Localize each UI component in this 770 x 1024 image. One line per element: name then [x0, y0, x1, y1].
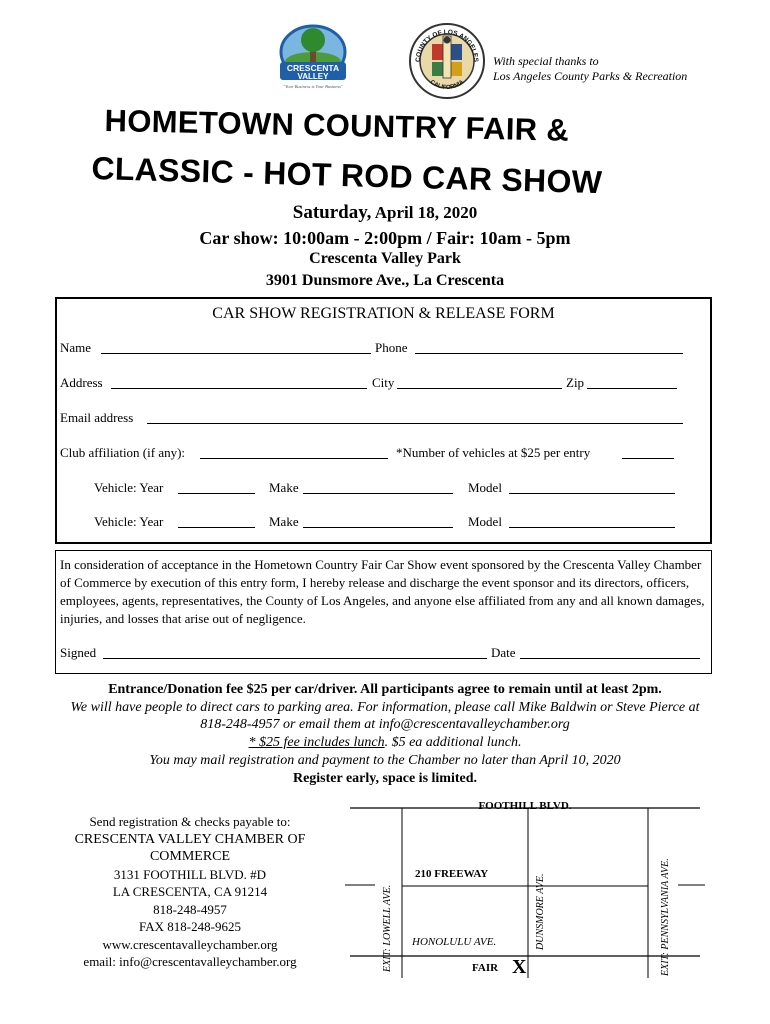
mailing-website[interactable]: www.crescentavalleychamber.org	[102, 936, 278, 952]
city-field[interactable]	[397, 388, 562, 389]
vehicle-2-make-label: Make	[269, 514, 299, 529]
vehicle-2-year-field[interactable]	[178, 527, 255, 528]
mailing-phone: 818-248-4957	[153, 901, 227, 917]
headline-line-1: HOMETOWN COUNTRY FAIR &	[104, 103, 570, 148]
vehicle-1-model-field[interactable]	[509, 493, 675, 494]
event-date-prefix: Saturday,	[292, 202, 372, 223]
mailing-street: 3131 FOOTHILL BLVD. #D	[113, 866, 267, 882]
address-field[interactable]	[111, 388, 367, 389]
location-map	[340, 800, 710, 1000]
vehicle-1-year-label: Vehicle: Year	[94, 480, 164, 495]
club-field[interactable]	[200, 458, 388, 459]
vehicles-count-field[interactable]	[622, 458, 674, 459]
signed-label: Signed	[60, 645, 97, 660]
event-date-rest: April 18, 2020	[371, 203, 478, 222]
registration-box	[55, 297, 712, 544]
seal-text-bottom: CALIFORNIA	[428, 79, 466, 92]
name-field[interactable]	[101, 353, 371, 354]
parking-info: We will have people to direct cars to parking area. For information, please call Mike Baldwin or Steve Pierce at 818-248-4957 or email them at info@crescentavalleychamber.org	[70, 700, 700, 732]
cv-logo-tagline: "Your Business is Your Business"	[283, 84, 343, 89]
mailing-email[interactable]: email: info@crescentavalleychamber.org	[83, 954, 297, 969]
thanks-line-1: With special thanks to	[493, 54, 599, 68]
mailing-city: LA CRESCENTA, CA 91214	[112, 884, 268, 899]
phone-label: Phone	[375, 340, 408, 355]
signature-field[interactable]	[103, 658, 487, 659]
vehicle-2-model-label: Model	[468, 514, 502, 529]
address-label: Address	[60, 375, 103, 390]
fair-marker: X	[512, 956, 527, 978]
event-date	[0, 202, 770, 224]
club-label: Club affiliation (if any):	[60, 445, 186, 460]
lunch-info	[40, 735, 730, 751]
vehicle-1-make-label: Make	[269, 480, 299, 495]
foothill-label: FOOTHILL BLVD.	[478, 800, 572, 813]
vehicle-2-make-field[interactable]	[303, 527, 453, 528]
event-park: Crescenta Valley Park	[309, 250, 461, 267]
lowell-label: EXIT: LOWELL AVE.	[382, 884, 393, 972]
crescenta-valley-logo	[277, 24, 349, 92]
thanks-line-2: Los Angeles County Parks & Recreation	[493, 69, 688, 83]
mailing-org-line-2: COMMERCE	[149, 849, 231, 864]
mailing-fax: FAX 818-248-9625	[139, 919, 241, 934]
event-times: Car show: 10:00am - 2:00pm / Fair: 10am - 5pm	[199, 228, 571, 248]
vehicle-1-year-field[interactable]	[178, 493, 255, 494]
name-label: Name	[60, 340, 92, 355]
freeway-label: 210 FREEWAY	[415, 868, 489, 880]
event-address: 3901 Dunsmore Ave., La Crescenta	[265, 272, 505, 289]
email-field[interactable]	[147, 423, 683, 424]
la-county-seal	[408, 22, 486, 100]
mailing-block	[60, 813, 320, 971]
mail-deadline: You may mail registration and payment to the Chamber no later than April 10, 2020	[149, 753, 621, 768]
date-label: Date	[491, 645, 516, 660]
vehicle-1-model-label: Model	[468, 480, 502, 495]
fee-info: Entrance/Donation fee $25 per car/driver. All participants agree to remain until at least 2pm.	[108, 682, 662, 697]
cv-logo-text-1: CRESCENTA	[286, 63, 340, 73]
dunsmore-label: DUNSMORE AVE.	[535, 873, 546, 950]
seal-text-top: COUNTY OF LOS ANGELES	[414, 28, 480, 63]
headline-line-2: CLASSIC - HOT ROD CAR SHOW	[90, 150, 603, 201]
registration-title: CAR SHOW REGISTRATION & RELEASE FORM	[212, 305, 555, 322]
zip-label: Zip	[566, 375, 585, 390]
city-label: City	[372, 375, 395, 390]
mailing-heading: Send registration & checks payable to:	[89, 814, 291, 829]
special-thanks	[493, 54, 687, 84]
vehicle-1-make-field[interactable]	[303, 493, 453, 494]
fair-label: FAIR	[472, 962, 499, 974]
honolulu-label: HONOLULU AVE.	[412, 936, 497, 948]
vehicle-2-model-field[interactable]	[509, 527, 675, 528]
zip-field[interactable]	[587, 388, 677, 389]
register-early: Register early, space is limited.	[292, 771, 478, 786]
release-text: In consideration of acceptance in the Hometown Country Fair Car Show event sponsored by the Crescenta Valley Chamber of Commerce by execution of this entry form, I hereby release and discharge the event sponsor and its directors, officers, employees, agents, representatives, the County of Los Angeles, and anyone else affiliated from any and all known damages, injuries, and losses that arise out of negligence.	[60, 557, 705, 626]
vehicles-count-label: *Number of vehicles at $25 per entry	[396, 445, 591, 460]
vehicle-2-year-label: Vehicle: Year	[94, 514, 164, 529]
lunch-included: * $25 fee includes lunch	[248, 735, 385, 750]
date-field[interactable]	[520, 658, 700, 659]
cv-logo-text-2: VALLEY	[297, 72, 329, 81]
lunch-extra: . $5 ea additional lunch.	[384, 735, 522, 750]
mailing-org-line-1: CRESCENTA VALLEY CHAMBER OF	[74, 831, 306, 847]
pennsylvania-label: EXIT: PENNSYLVANIA AVE.	[660, 858, 671, 976]
email-label: Email address	[60, 410, 134, 425]
phone-field[interactable]	[415, 353, 683, 354]
